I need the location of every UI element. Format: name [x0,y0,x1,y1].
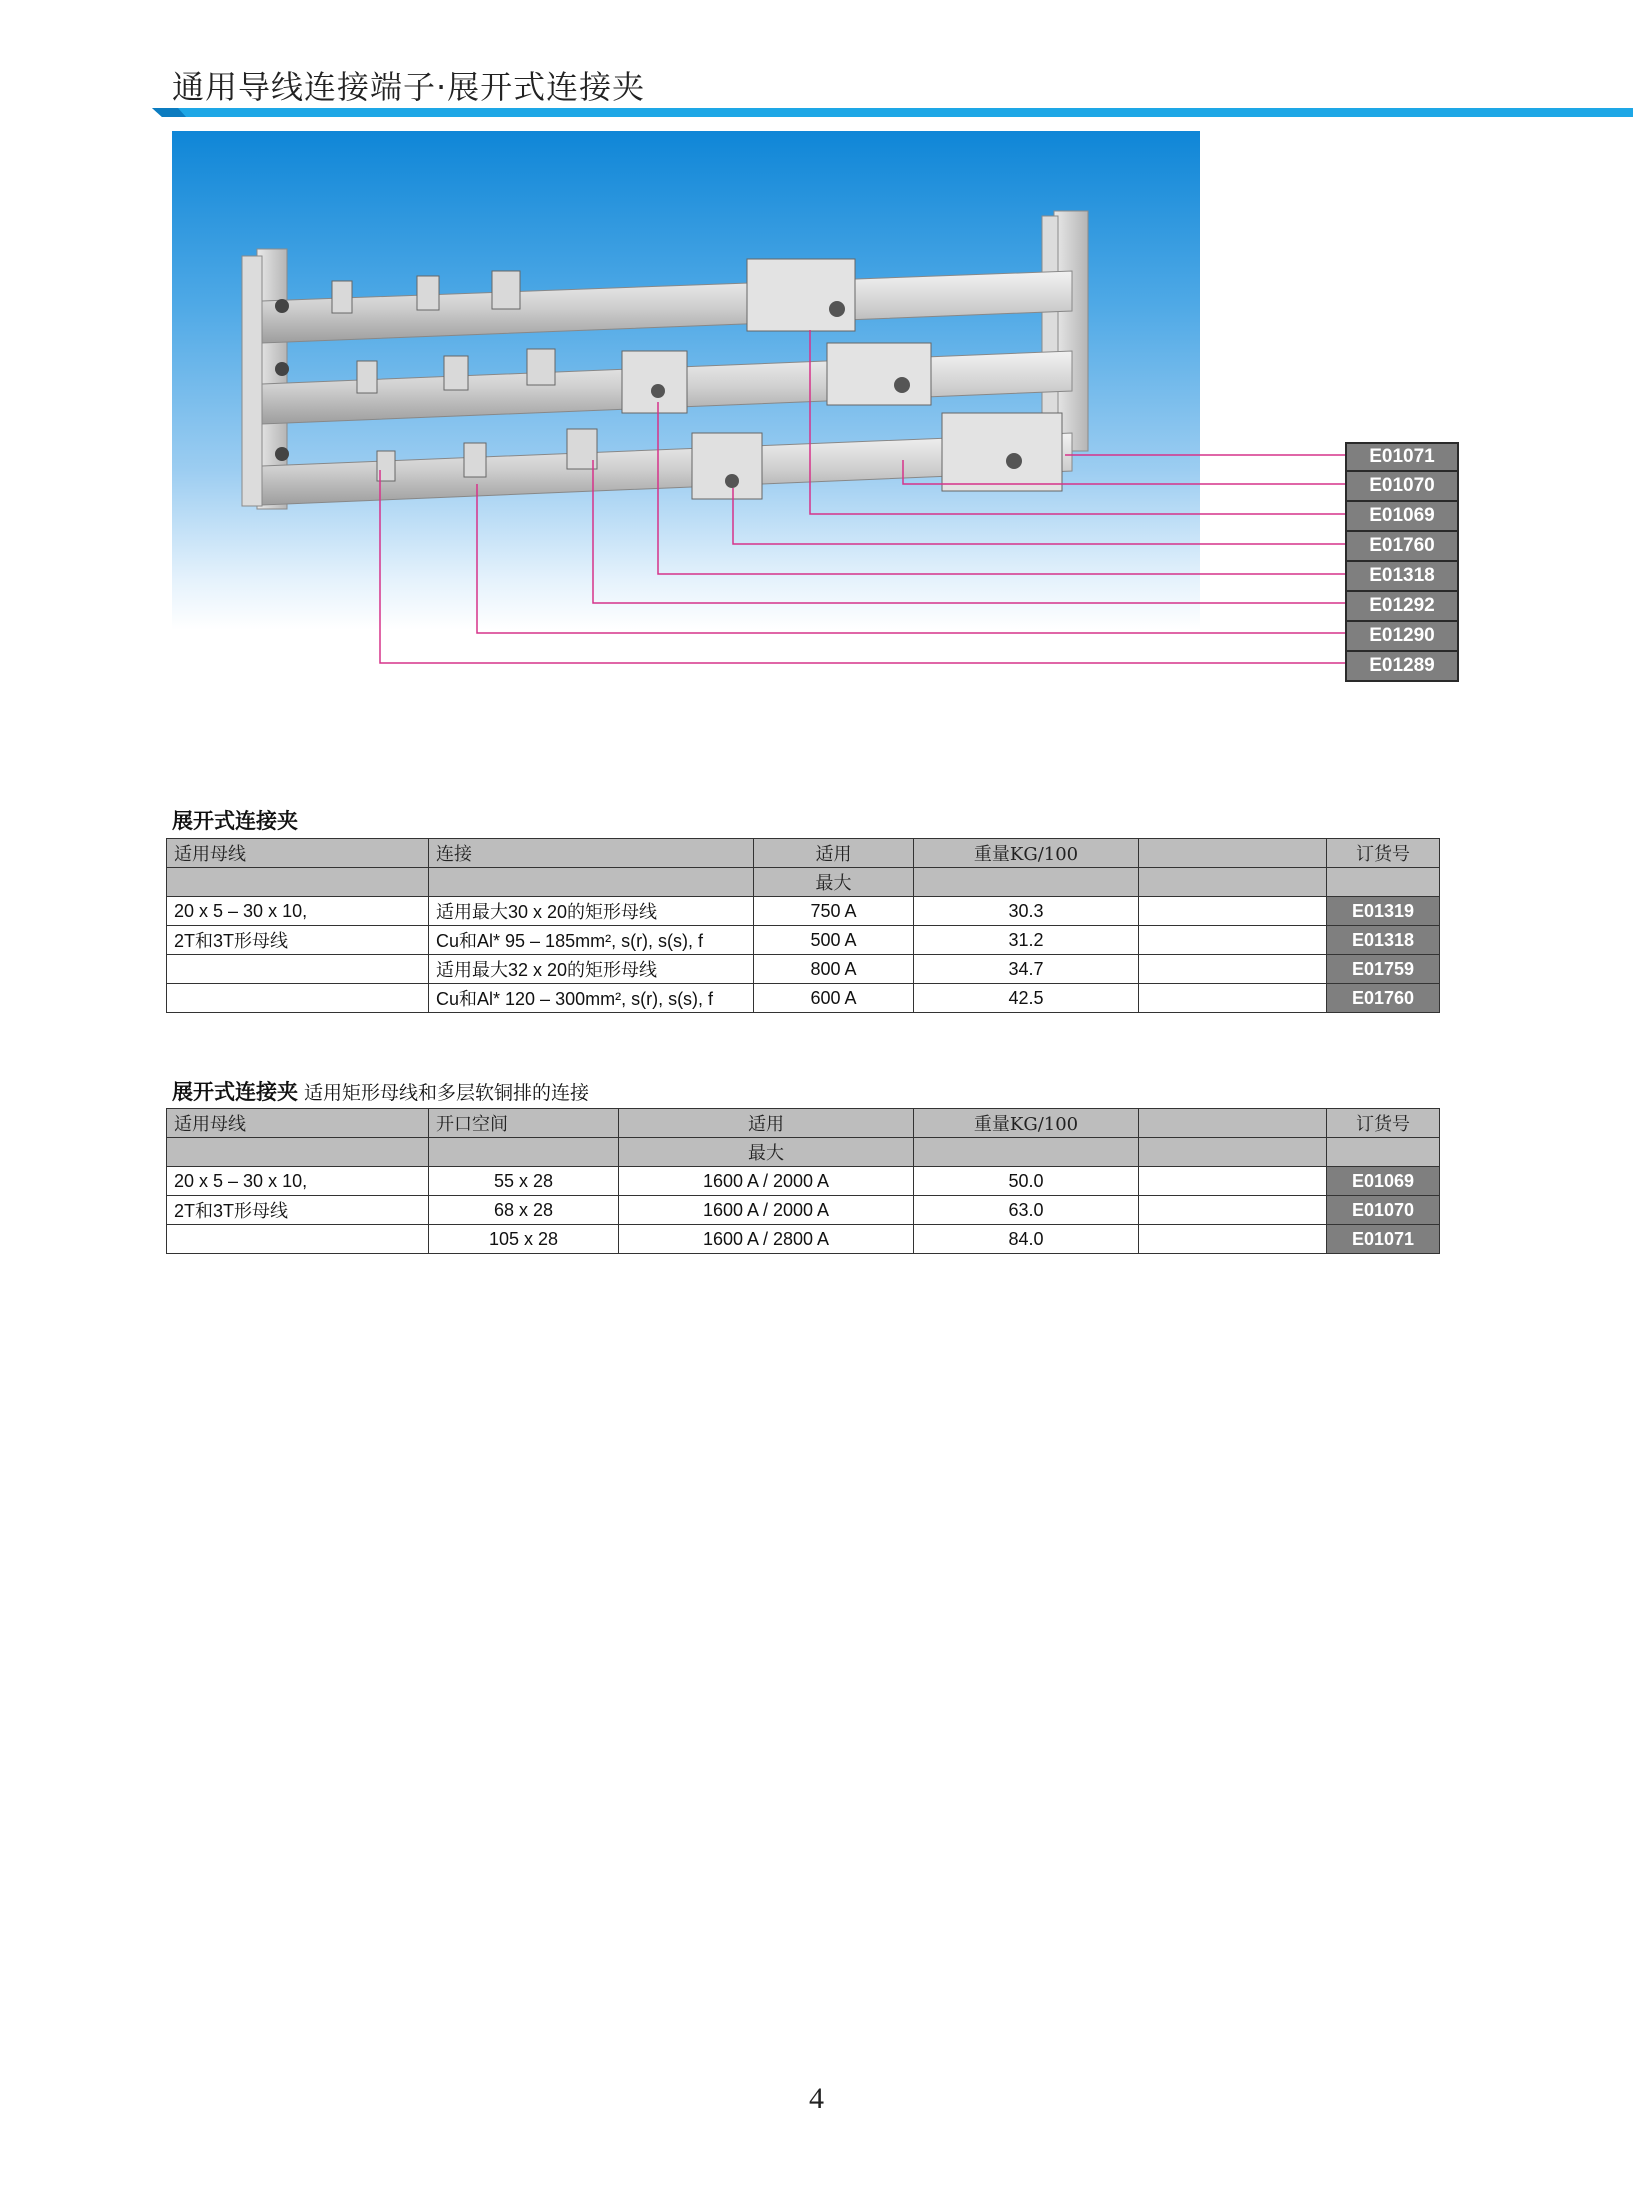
opening-cell: 68 x 28 [429,1196,619,1225]
max-cell: 1600 A / 2000 A [619,1167,914,1196]
order-number-cell: E01759 [1327,955,1440,984]
table1-header-cell: 连接 [429,839,754,868]
order-number-cell: E01319 [1327,897,1440,926]
connection-cell: Cu和Al* 95 – 185mm², s(r), s(s), f [429,926,754,955]
connection-cell: 适用最大30 x 20的矩形母线 [429,897,754,926]
busbar-cell: 2T和3T形母线 [167,1196,429,1225]
table-row [167,955,1440,984]
weight-cell: 50.0 [914,1167,1139,1196]
blank-cell [1139,926,1327,955]
table1-subheader-cell: 最大 [754,868,914,897]
table-row [167,1196,1440,1225]
table1-header-row [167,839,1440,868]
table1-subheader-cell [429,868,754,897]
table2-header-row [167,1109,1440,1138]
page-title: 通用导线连接端子·展开式连接夹 [172,68,646,106]
table2-header-cell: 开口空间 [429,1109,619,1138]
weight-cell: 34.7 [914,955,1139,984]
callout-code: E01760 [1345,532,1459,562]
max-cell: 800 A [754,955,914,984]
table1-subheader-cell [1139,868,1327,897]
product-photo [172,131,1200,630]
table2-subheader-cell [914,1138,1139,1167]
callout-code: E01070 [1345,472,1459,502]
busbar-cell: 2T和3T形母线 [167,926,429,955]
max-cell: 1600 A / 2000 A [619,1196,914,1225]
weight-cell: 31.2 [914,926,1139,955]
table1-subheader-cell [914,868,1139,897]
busbar-cell [167,984,429,1013]
table2-subheader-cell [429,1138,619,1167]
callout-code: E01292 [1345,592,1459,622]
table1-header-cell: 重量KG/100 [914,839,1139,868]
blank-cell [1139,955,1327,984]
busbar-cell: 20 x 5 – 30 x 10, [167,897,429,926]
table-row [167,1167,1440,1196]
busbar-illustration [172,131,1200,630]
table2-subheader-cell [167,1138,429,1167]
blank-cell [1139,1196,1327,1225]
callout-code: E01289 [1345,652,1459,682]
connection-cell: Cu和Al* 120 – 300mm², s(r), s(s), f [429,984,754,1013]
table-row [167,897,1440,926]
table2-header-cell: 重量KG/100 [914,1109,1139,1138]
table2-subheader-cell [1139,1138,1327,1167]
busbar-cell [167,1225,429,1254]
weight-cell: 30.3 [914,897,1139,926]
weight-cell: 63.0 [914,1196,1139,1225]
table2-subtitle: 适用矩形母线和多层软铜排的连接 [304,1082,590,1104]
table1-title-text: 展开式连接夹 [172,809,298,833]
busbar-cell: 20 x 5 – 30 x 10, [167,1167,429,1196]
table-row [167,984,1440,1013]
table2 [166,1108,1440,1254]
table2-subheader-row [167,1138,1440,1167]
callout-code: E01318 [1345,562,1459,592]
table2-title-text: 展开式连接夹 [172,1080,298,1104]
table2-subheader-cell: 最大 [619,1138,914,1167]
blank-cell [1139,1225,1327,1254]
order-number-cell: E01318 [1327,926,1440,955]
callout-code: E01069 [1345,502,1459,532]
table1-header-cell: 适用 [754,839,914,868]
table-row [167,926,1440,955]
callout-code-list [1345,442,1459,682]
table2-header-cell: 适用 [619,1109,914,1138]
table-row [167,1225,1440,1254]
blank-cell [1139,1167,1327,1196]
table2-header-cell [1139,1109,1327,1138]
blank-cell [1139,897,1327,926]
table1 [166,838,1440,1013]
table2-header-cell: 适用母线 [167,1109,429,1138]
table1-header-cell [1139,839,1327,868]
table1-header-cell: 订货号 [1327,839,1440,868]
table1-subheader-cell [1327,868,1440,897]
table2-subheader-cell [1327,1138,1440,1167]
page-number: 4 [809,2082,824,2115]
table1-header-cell: 适用母线 [167,839,429,868]
max-cell: 750 A [754,897,914,926]
opening-cell: 105 x 28 [429,1225,619,1254]
connection-cell: 适用最大32 x 20的矩形母线 [429,955,754,984]
order-number-cell: E01760 [1327,984,1440,1013]
weight-cell: 84.0 [914,1225,1139,1254]
table2-title [172,1076,589,1106]
weight-cell: 42.5 [914,984,1139,1013]
busbar-cell [167,955,429,984]
blank-cell [1139,984,1327,1013]
order-number-cell: E01069 [1327,1167,1440,1196]
table2-header-cell: 订货号 [1327,1109,1440,1138]
opening-cell: 55 x 28 [429,1167,619,1196]
max-cell: 1600 A / 2800 A [619,1225,914,1254]
order-number-cell: E01071 [1327,1225,1440,1254]
callout-code: E01071 [1345,442,1459,472]
table1-subheader-row [167,868,1440,897]
title-rule [0,0,1633,140]
max-cell: 600 A [754,984,914,1013]
callout-code: E01290 [1345,622,1459,652]
table1-title [172,805,298,835]
order-number-cell: E01070 [1327,1196,1440,1225]
max-cell: 500 A [754,926,914,955]
table1-subheader-cell [167,868,429,897]
